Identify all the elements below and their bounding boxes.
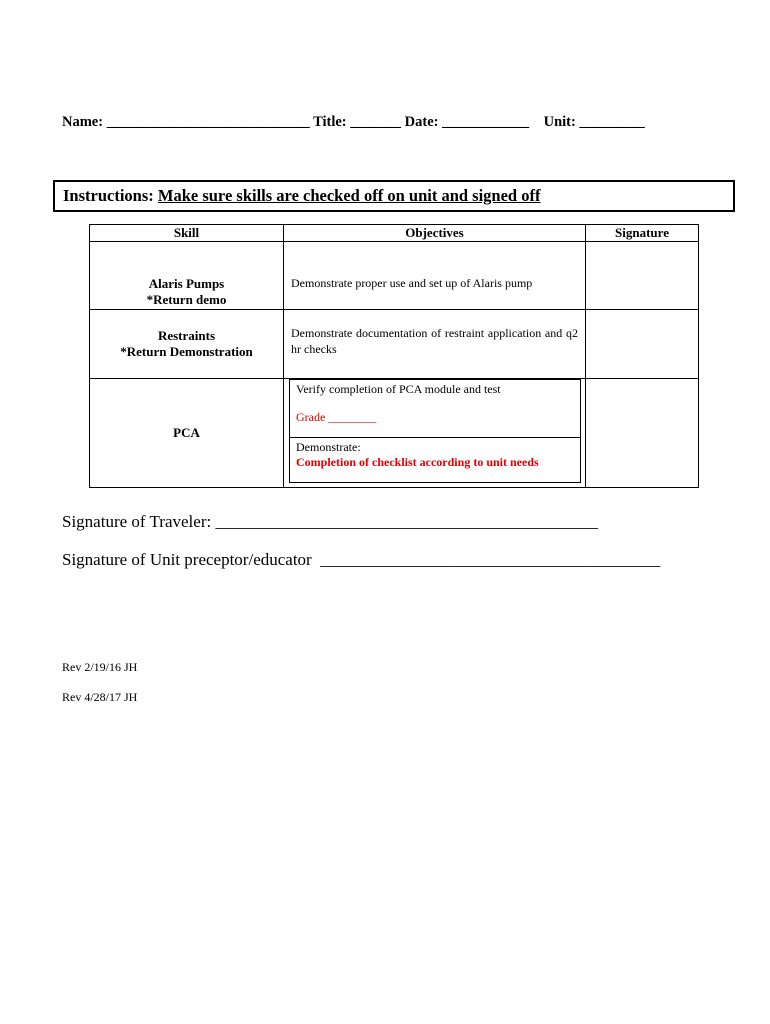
column-header-signature: Signature	[586, 225, 699, 242]
objective-text: Demonstrate proper use and set up of Alaris pump	[291, 276, 533, 290]
revision-note: Rev 2/19/16 JH	[62, 660, 138, 674]
skills-table	[89, 224, 699, 488]
name-field[interactable]: ____________________________	[106, 114, 310, 130]
instructions-box	[53, 180, 735, 212]
signature-cell[interactable]	[586, 379, 699, 488]
skill-cell	[90, 242, 284, 310]
pca-demonstrate-label: Demonstrate:	[296, 440, 361, 454]
skill-cell	[90, 310, 284, 379]
unit-label: Unit:	[543, 114, 576, 130]
skill-cell	[90, 379, 284, 488]
title-label: Title:	[313, 114, 347, 130]
traveler-signature-line[interactable]: Signature of Traveler: _____________________________________________	[62, 512, 598, 531]
table-row	[90, 310, 699, 379]
instructions-text: Make sure skills are checked off on unit and signed off	[157, 186, 541, 205]
preceptor-signature-line[interactable]: Signature of Unit preceptor/educator ________________________________________	[62, 550, 661, 569]
skill-name: Alaris Pumps	[148, 276, 225, 291]
skill-note: *Return Demonstration	[120, 344, 253, 359]
objective-text: Demonstrate documentation of restraint application and q2 hr checks	[291, 326, 578, 356]
pca-grade-field[interactable]: Grade ________	[296, 410, 377, 424]
skill-name: Restraints	[157, 328, 216, 343]
pca-verify-text: Verify completion of PCA module and test	[296, 382, 501, 396]
objective-cell	[284, 310, 586, 379]
unit-field[interactable]: _________	[579, 114, 645, 130]
pca-demonstrate-text: Completion of checklist according to unit needs	[296, 455, 539, 469]
pca-demonstrate-section	[290, 438, 580, 482]
signature-cell[interactable]	[586, 242, 699, 310]
skill-name: PCA	[173, 425, 200, 440]
column-header-objectives: Objectives	[284, 225, 586, 242]
title-field[interactable]: _______	[350, 114, 402, 130]
table-row	[90, 242, 699, 310]
objective-cell	[284, 242, 586, 310]
revision-note: Rev 4/28/17 JH	[62, 690, 138, 704]
pca-verify-section	[290, 380, 580, 438]
signature-cell[interactable]	[586, 310, 699, 379]
instructions-label: Instructions:	[63, 186, 154, 205]
objective-cell	[284, 379, 586, 488]
header-fields	[62, 114, 645, 131]
pca-objective-box	[289, 379, 581, 483]
table-row	[90, 379, 699, 488]
date-label: Date:	[404, 114, 439, 130]
table-header-row	[90, 225, 699, 242]
column-header-skill: Skill	[90, 225, 284, 242]
skill-note: *Return demo	[146, 292, 227, 307]
date-field[interactable]: ____________	[442, 114, 530, 130]
name-label: Name:	[62, 114, 104, 130]
